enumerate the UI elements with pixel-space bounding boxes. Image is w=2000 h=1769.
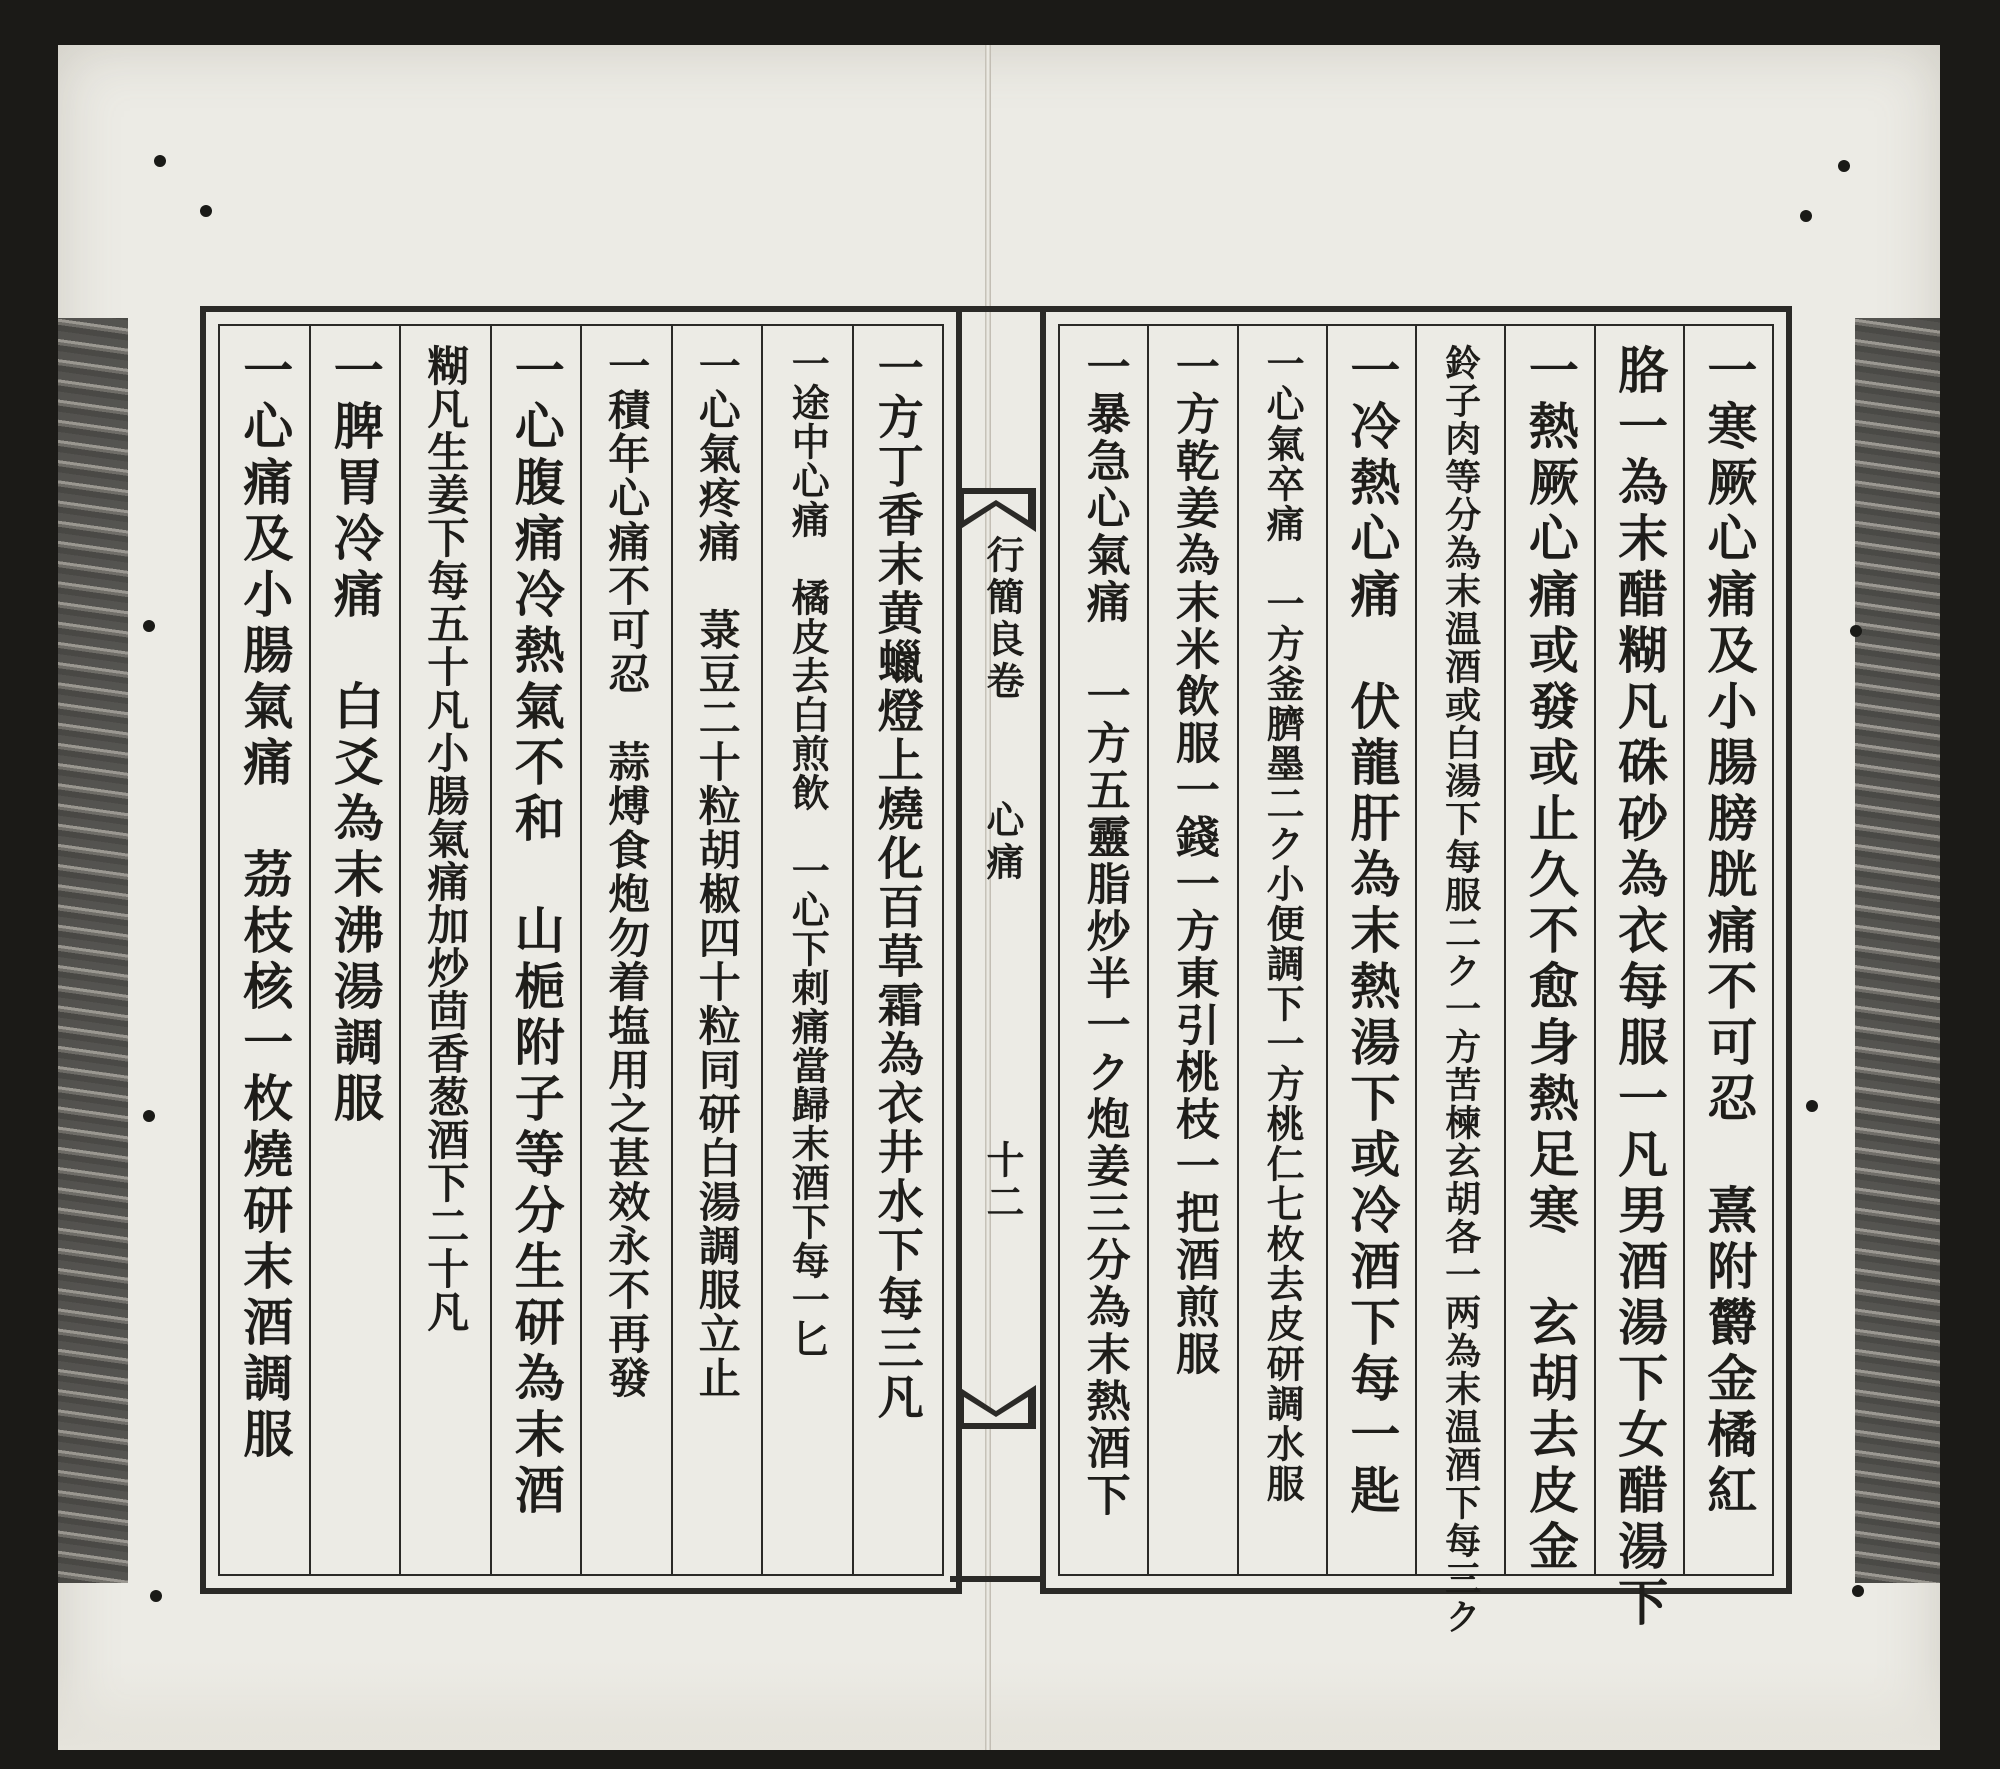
folio-number: 十二	[980, 1140, 1025, 1224]
ink-rubbed-edge-right	[1855, 318, 1940, 1583]
text-column: 胳一為末醋糊凡硃砂為衣每服一凡男酒湯下女醋湯下	[1610, 344, 1670, 1632]
section-title: 心痛	[980, 800, 1025, 884]
text-column: 一暴急心氣痛 一方五靈脂炒半一ク炮姜三分為末熱酒下	[1078, 344, 1130, 1519]
text-column: 鈴子肉等分為末温酒或白湯下每服二ク一方苦楝玄胡各一两為末温酒下每三ク	[1439, 344, 1482, 1636]
text-column: 一心痛及小腸氣痛 茘枝核一枚燒研末酒調服	[235, 344, 295, 1464]
binding-hole	[1850, 625, 1862, 637]
text-column: 一途中心痛 橘皮去白煎飲 一心下刺痛當歸末酒下每一匕	[785, 344, 831, 1358]
right-page-frame	[1040, 306, 1792, 1636]
binding-hole	[143, 620, 155, 632]
text-column: 一積年心痛不可忍 蒜煿食炮勿着塩用之甚效永不再發	[602, 344, 652, 1400]
text-column: 一熱厥心痛或發或止久不愈身熱足寒 玄胡去皮金	[1520, 344, 1580, 1576]
binding-hole	[1806, 1100, 1818, 1112]
text-column: 一心氣卒痛 一方釜臍墨二ク小便調下一方桃仁七枚去皮研調水服	[1260, 344, 1306, 1504]
left-page-columns	[218, 324, 944, 1576]
binding-hole	[1852, 1585, 1864, 1597]
left-page-frame	[200, 306, 962, 1594]
lower-fishtail-mark	[956, 1385, 1036, 1429]
text-column: 一方丁香末黄蠟燈上燒化百草霜為衣井水下每三凡	[870, 344, 925, 1422]
text-column: 一方乾姜為末米飲服一錢一方東引桃枝一把酒煎服	[1167, 344, 1219, 1378]
binding-hole	[200, 205, 212, 217]
text-column: 一冷熱心痛 伏龍肝為末熱湯下或冷酒下每一匙	[1342, 344, 1402, 1520]
binding-hole	[143, 1110, 155, 1122]
binding-hole	[1800, 210, 1812, 222]
text-column: 一脾胃冷痛 白爻為末沸湯調服	[325, 344, 385, 1128]
text-column: 一心腹痛冷熱氣不和 山梔附子等分生研為末酒	[506, 344, 566, 1520]
text-column: 一寒厥心痛及小腸膀胱痛不可忍 熹附欝金橘紅	[1699, 344, 1759, 1520]
right-page-columns	[1058, 324, 1774, 1636]
binding-hole	[1838, 160, 1850, 172]
binding-hole	[150, 1590, 162, 1602]
binding-hole	[154, 155, 166, 167]
text-column: 糊凡生姜下每五十凡小腸氣痛加炒茴香葱酒下二十凡	[421, 344, 471, 1333]
text-column: 一心氣疼痛 菉豆二十粒胡椒四十粒同研白湯調服立止	[692, 344, 742, 1400]
book-title: 行簡良卷	[980, 535, 1025, 703]
upper-fishtail-mark	[956, 488, 1036, 532]
ink-rubbed-edge-left	[58, 318, 128, 1583]
